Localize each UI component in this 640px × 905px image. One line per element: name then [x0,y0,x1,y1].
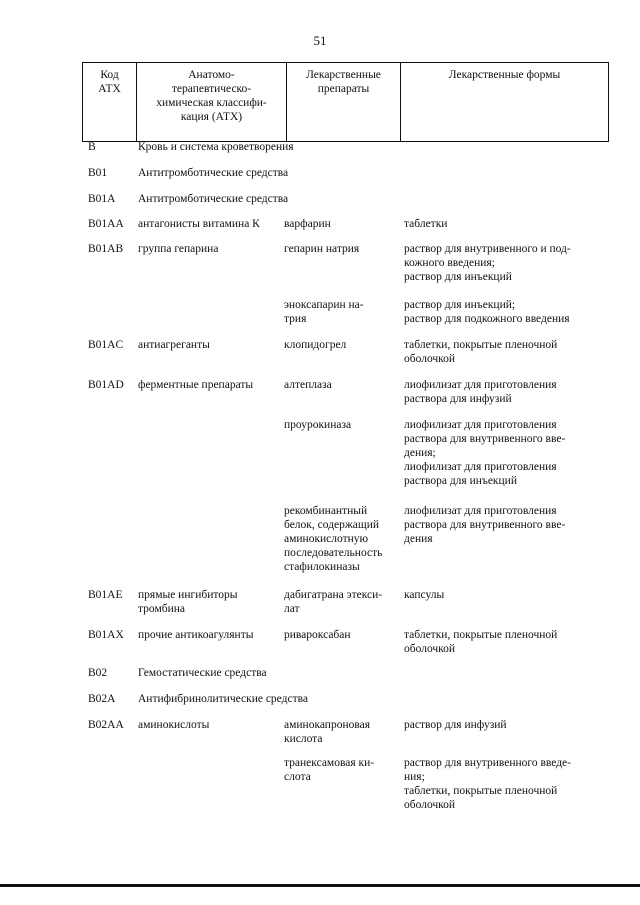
atx-classification: Гемостатические средства [138,667,267,679]
header-classification: Анатомо- терапевтическо- химическая классифи- кация (АТХ) [137,63,287,142]
dosage-form: таблетки [404,218,448,230]
page-number: 51 [313,33,327,48]
atx-classification: Кровь и система кроветворения [138,141,294,153]
atx-code: B01AB [88,243,124,255]
atx-code: B01AA [88,218,124,230]
drug-name: клопидогрел [284,339,347,351]
drug-name: транексамовая ки- слота [284,757,375,783]
drug-name: ривароксабан [284,629,351,641]
atx-code: B01AX [88,629,124,641]
atx-code: B01A [88,193,116,205]
atx-classification: группа гепарина [138,243,219,255]
atx-code: B02 [88,667,108,679]
atx-code: B02AA [88,719,124,731]
atx-classification: прочие антикоагулянты [138,629,254,641]
atx-classification: Антифибринолитические средства [138,693,308,705]
header-drugs: Лекарственные препараты [287,63,401,142]
drug-name: варфарин [284,218,331,230]
drug-name: проурокиназа [284,419,352,431]
header-code: Код АТХ [83,63,137,142]
table-header [82,62,609,142]
drug-name: гепарин натрия [284,243,360,255]
atx-classification: Антитромботические средства [138,193,289,205]
atx-code: B01AD [88,379,124,391]
atx-classification: антиагреганты [138,339,210,351]
drug-name: дабигатрана этекси- лат [284,589,383,615]
atx-classification: антагонисты витамина К [138,218,260,230]
dosage-form: таблетки, покрытые пленочной оболочкой [404,339,558,365]
atx-classification: прямые ингибиторы тромбина [138,589,238,615]
drug-name: рекомбинантный белок, содержащий аминокислотную последовательность стафилокиназы [284,505,383,573]
atx-classification: ферментные препараты [138,379,254,391]
dosage-form: лиофилизат для приготовления раствора для внутривенного вве- дения [404,505,566,545]
atx-code: B01AC [88,339,124,351]
atx-classification: Антитромботические средства [138,167,289,179]
dosage-form: лиофилизат для приготовления раствора для инфузий [404,379,557,405]
atx-code: B02A [88,693,116,705]
dosage-form: раствор для внутривенного и под- кожного введения; раствор для инъекций [404,243,571,283]
dosage-form: раствор для инфузий [404,719,507,731]
footer-rule [0,884,640,887]
dosage-form: раствор для внутривенного введе- ния; таблетки, покрытые пленочной оболочкой [404,757,571,811]
atx-classification: аминокислоты [138,719,210,731]
dosage-form: капсулы [404,589,445,601]
drug-name: эноксапарин на- трия [284,299,364,325]
dosage-form: таблетки, покрытые пленочной оболочкой [404,629,558,655]
atx-code: B [88,141,96,153]
dosage-form: лиофилизат для приготовления раствора для внутривенного вве- дения; лиофилизат для приготовления раствора для инъекций [404,419,566,487]
atx-code: B01AE [88,589,123,601]
drug-name: аминокапроновая кислота [284,719,371,745]
header-forms: Лекарственные формы [401,63,609,142]
dosage-form: раствор для инъекций; раствор для подкожного введения [404,299,570,325]
drug-name: алтеплаза [284,379,332,391]
atx-code: B01 [88,167,108,179]
